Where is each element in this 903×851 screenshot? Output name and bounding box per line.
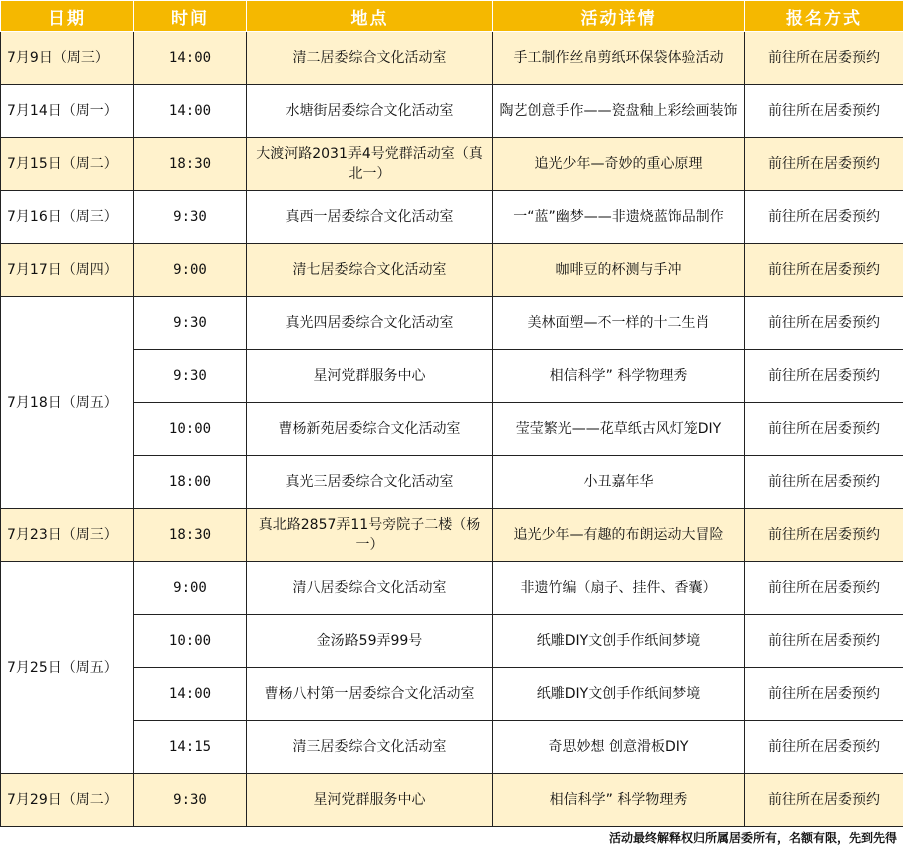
registration-cell: 前往所在居委预约 — [745, 403, 903, 456]
activity-cell: 莹莹繁光——花草纸古风灯笼DIY — [493, 403, 745, 456]
table-row — [1, 562, 903, 615]
activity-cell: 小丑嘉年华 — [493, 456, 745, 509]
table-row — [1, 297, 903, 350]
date-cell: 7月16日（周三） — [1, 191, 134, 244]
date-cell: 7月23日（周三） — [1, 509, 134, 562]
time-cell: 9:30 — [134, 191, 247, 244]
registration-cell: 前往所在居委预约 — [745, 350, 903, 403]
date-cell: 7月18日（周五） — [1, 297, 134, 509]
activity-cell: 一“蓝”幽梦——非遗烧蓝饰品制作 — [493, 191, 745, 244]
activity-cell: 追光少年—奇妙的重心原理 — [493, 138, 745, 191]
date-cell: 7月9日（周三） — [1, 32, 134, 85]
location-cell: 清二居委综合文化活动室 — [247, 32, 493, 85]
table-row — [1, 721, 903, 774]
location-cell: 清三居委综合文化活动室 — [247, 721, 493, 774]
table-row — [1, 244, 903, 297]
location-cell: 金汤路59弄99号 — [247, 615, 493, 668]
registration-cell: 前往所在居委预约 — [745, 85, 903, 138]
time-cell: 18:30 — [134, 138, 247, 191]
location-cell: 曹杨八村第一居委综合文化活动室 — [247, 668, 493, 721]
header-activity: 活动详情 — [493, 1, 745, 32]
registration-cell: 前往所在居委预约 — [745, 615, 903, 668]
location-cell: 真光三居委综合文化活动室 — [247, 456, 493, 509]
table-row — [1, 615, 903, 668]
table-row — [1, 668, 903, 721]
location-cell: 星河党群服务中心 — [247, 350, 493, 403]
activity-cell: 陶艺创意手作——瓷盘釉上彩绘画装饰 — [493, 85, 745, 138]
time-cell: 14:00 — [134, 668, 247, 721]
time-cell: 18:00 — [134, 456, 247, 509]
time-cell: 14:00 — [134, 32, 247, 85]
activity-cell: 追光少年—有趣的布朗运动大冒险 — [493, 509, 745, 562]
registration-cell: 前往所在居委预约 — [745, 32, 903, 85]
activity-cell: 纸雕DIY文创手作纸间梦境 — [493, 668, 745, 721]
registration-cell: 前往所在居委预约 — [745, 509, 903, 562]
activity-cell: 相信科学” 科学物理秀 — [493, 774, 745, 827]
table-row — [1, 350, 903, 403]
time-cell: 14:00 — [134, 85, 247, 138]
registration-cell: 前往所在居委预约 — [745, 138, 903, 191]
table-header-row — [1, 1, 903, 32]
registration-cell: 前往所在居委预约 — [745, 244, 903, 297]
location-cell: 大渡河路2031弄4号党群活动室（真北一） — [247, 138, 493, 191]
table-row — [1, 456, 903, 509]
registration-cell: 前往所在居委预约 — [745, 562, 903, 615]
location-cell: 水塘街居委综合文化活动室 — [247, 85, 493, 138]
location-cell: 曹杨新苑居委综合文化活动室 — [247, 403, 493, 456]
location-cell: 星河党群服务中心 — [247, 774, 493, 827]
activity-cell: 美林面塑—不一样的十二生肖 — [493, 297, 745, 350]
time-cell: 14:15 — [134, 721, 247, 774]
date-cell: 7月17日（周四） — [1, 244, 134, 297]
table-row — [1, 403, 903, 456]
header-date: 日期 — [1, 1, 134, 32]
time-cell: 9:30 — [134, 350, 247, 403]
activity-cell: 非遗竹编（扇子、挂件、香囊） — [493, 562, 745, 615]
registration-cell: 前往所在居委预约 — [745, 191, 903, 244]
time-cell: 18:30 — [134, 509, 247, 562]
registration-cell: 前往所在居委预约 — [745, 668, 903, 721]
activity-cell: 奇思妙想 创意滑板DIY — [493, 721, 745, 774]
table-row — [1, 85, 903, 138]
table-row — [1, 774, 903, 827]
location-cell: 清七居委综合文化活动室 — [247, 244, 493, 297]
table-row — [1, 509, 903, 562]
header-registration: 报名方式 — [745, 1, 903, 32]
location-cell: 真光四居委综合文化活动室 — [247, 297, 493, 350]
location-cell: 真北路2857弄11号旁院子二楼（杨一） — [247, 509, 493, 562]
activity-cell: 相信科学” 科学物理秀 — [493, 350, 745, 403]
table-row — [1, 138, 903, 191]
time-cell: 9:00 — [134, 244, 247, 297]
header-location: 地点 — [247, 1, 493, 32]
activity-cell: 手工制作丝帛剪纸环保袋体验活动 — [493, 32, 745, 85]
date-cell: 7月15日（周二） — [1, 138, 134, 191]
activity-cell: 纸雕DIY文创手作纸间梦境 — [493, 615, 745, 668]
registration-cell: 前往所在居委预约 — [745, 297, 903, 350]
activity-cell: 咖啡豆的杯测与手冲 — [493, 244, 745, 297]
location-cell: 清八居委综合文化活动室 — [247, 562, 493, 615]
date-cell: 7月29日（周二） — [1, 774, 134, 827]
location-cell: 真西一居委综合文化活动室 — [247, 191, 493, 244]
time-cell: 10:00 — [134, 403, 247, 456]
date-cell: 7月25日（周五） — [1, 562, 134, 774]
time-cell: 9:30 — [134, 774, 247, 827]
date-cell: 7月14日（周一） — [1, 85, 134, 138]
registration-cell: 前往所在居委预约 — [745, 774, 903, 827]
table-row — [1, 32, 903, 85]
time-cell: 9:00 — [134, 562, 247, 615]
table-row — [1, 191, 903, 244]
time-cell: 9:30 — [134, 297, 247, 350]
registration-cell: 前往所在居委预约 — [745, 456, 903, 509]
time-cell: 10:00 — [134, 615, 247, 668]
footer-note: 活动最终解释权归所属居委所有，名额有限，先到先得 — [608, 831, 897, 845]
registration-cell: 前往所在居委预约 — [745, 721, 903, 774]
header-time: 时间 — [134, 1, 247, 32]
